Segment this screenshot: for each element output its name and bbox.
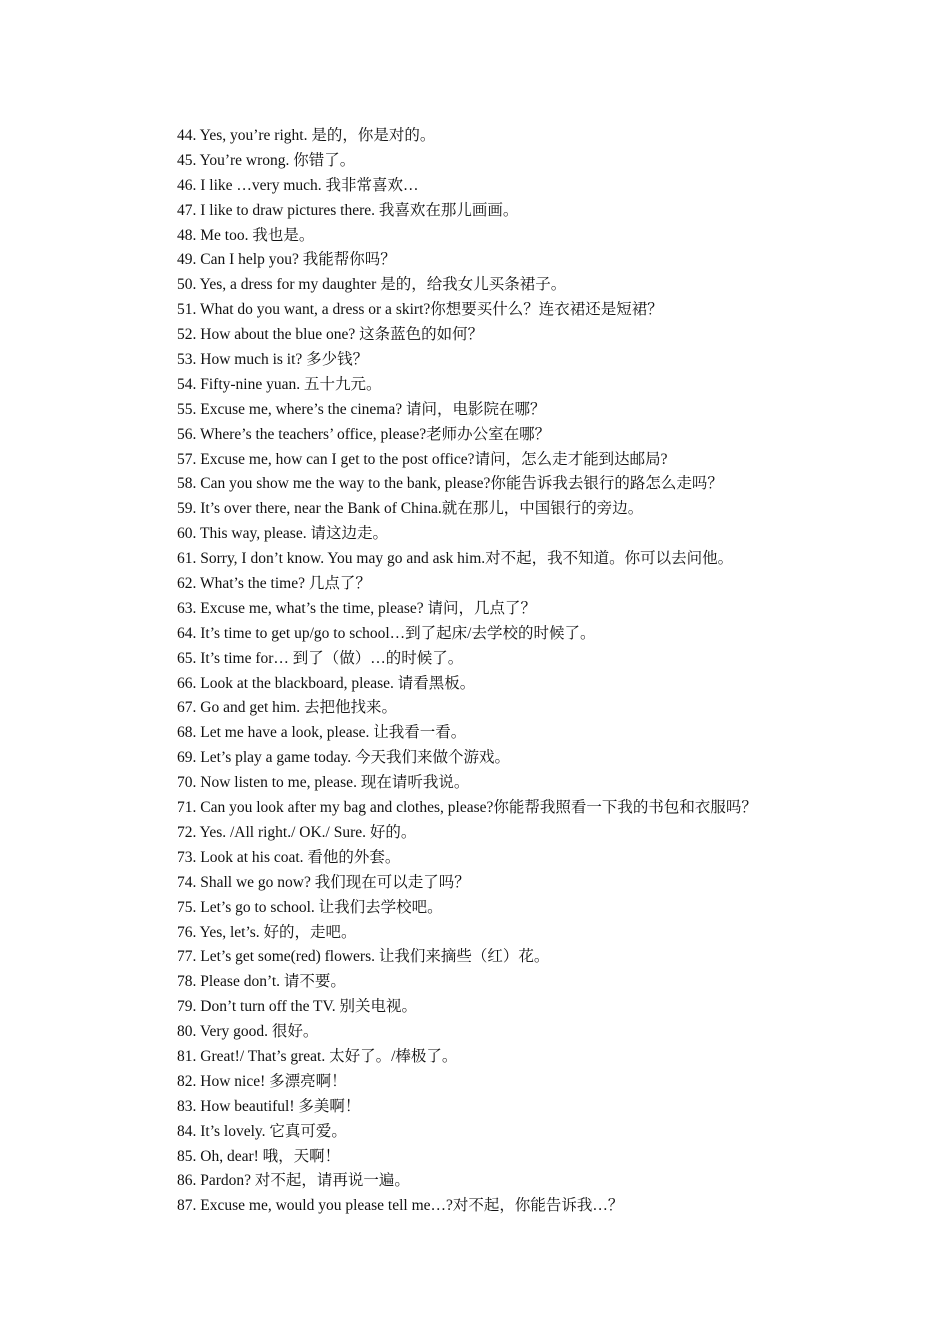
phrase-line: 79. Don’t turn off the TV. 别关电视。 (177, 998, 417, 1016)
phrase-line: 53. How much is it? 多少钱？ (177, 351, 369, 369)
phrase-line: 57. Excuse me, how can I get to the post office?请问，怎么走才能到达邮局? (177, 450, 668, 468)
phrase-line: 59. It’s over there, near the Bank of China.就在那儿，中国银行的旁边。 (177, 500, 644, 518)
phrase-line: 76. Yes, let’s. 好的，走吧。 (177, 923, 357, 941)
phrase-line: 51. What do you want, a dress or a skirt?你想要买什么？连衣裙还是短裙？ (177, 301, 663, 319)
phrase-line: 60. This way, please. 请这边走。 (177, 525, 388, 543)
phrase-line: 54. Fifty-nine yuan. 五十九元。 (177, 375, 382, 393)
phrase-line: 71. Can you look after my bag and clothes, please?你能帮我照看一下我的书包和衣服吗？ (177, 799, 757, 817)
phrase-line: 58. Can you show me the way to the bank, please?你能告诉我去银行的路怎么走吗？ (177, 475, 723, 493)
phrase-line: 68. Let me have a look, please. 让我看一看。 (177, 724, 467, 742)
phrase-line: 67. Go and get him. 去把他找来。 (177, 699, 397, 717)
phrase-line: 66. Look at the blackboard, please. 请看黑板。 (177, 674, 476, 692)
phrase-line: 85. Oh, dear! 哦，天啊！ (177, 1147, 341, 1165)
phrase-line: 73. Look at his coat. 看他的外套。 (177, 848, 401, 866)
phrase-line: 52. How about the blue one? 这条蓝色的如何？ (177, 326, 484, 344)
phrase-line: 49. Can I help you? 我能帮你吗？ (177, 251, 396, 269)
phrase-line: 78. Please don’t. 请不要。 (177, 973, 346, 991)
phrase-line: 55. Excuse me, where’s the cinema? 请问，电影院在哪？ (177, 400, 546, 418)
phrase-line: 87. Excuse me, would you please tell me…?对不起，你能告诉我…？ (177, 1197, 624, 1215)
phrase-line: 61. Sorry, I don’t know. You may go and ask him.对不起，我不知道。你可以去问他。 (177, 550, 734, 568)
phrase-line: 69. Let’s play a game today. 今天我们来做个游戏。 (177, 749, 511, 767)
phrase-line: 46. I like …very much. 我非常喜欢… (177, 176, 419, 194)
phrase-line: 48. Me too. 我也是。 (177, 226, 315, 244)
phrase-line: 82. How nice! 多漂亮啊！ (177, 1072, 347, 1090)
phrase-list (177, 124, 917, 1219)
phrase-line: 80. Very good. 很好。 (177, 1023, 319, 1041)
phrase-line: 74. Shall we go now? 我们现在可以走了吗？ (177, 873, 470, 891)
phrase-line: 44. Yes, you’re right. 是的，你是对的。 (177, 127, 436, 144)
phrase-line: 65. It’s time for… 到了（做）…的时候了。 (177, 649, 464, 667)
phrase-line: 75. Let’s go to school. 让我们去学校吧。 (177, 898, 443, 916)
phrase-line: 45. You’re wrong. 你错了。 (177, 151, 356, 169)
phrase-line: 81. Great!/ That’s great. 太好了。/棒极了。 (177, 1047, 458, 1065)
phrase-line: 63. Excuse me, what’s the time, please? 请问，几点了？ (177, 599, 537, 617)
phrase-line: 84. It’s lovely. 它真可爱。 (177, 1122, 347, 1140)
phrase-line: 50. Yes, a dress for my daughter 是的，给我女儿买条裙子。 (177, 276, 567, 294)
phrase-line: 64. It’s time to get up/go to school…到了起床/去学校的时候了。 (177, 624, 596, 642)
phrase-line: 70. Now listen to me, please. 现在请听我说。 (177, 774, 470, 792)
phrase-line: 72. Yes. /All right./ OK./ Sure. 好的。 (177, 823, 417, 841)
phrase-line: 47. I like to draw pictures there. 我喜欢在那儿画画。 (177, 201, 519, 219)
phrase-line: 83. How beautiful! 多美啊！ (177, 1097, 361, 1115)
phrase-line: 62. What’s the time? 几点了？ (177, 575, 371, 593)
phrase-line: 86. Pardon? 对不起，请再说一遍。 (177, 1172, 410, 1190)
phrase-line: 77. Let’s get some(red) flowers. 让我们来摘些（红）花。 (177, 948, 550, 966)
phrase-line: 56. Where’s the teachers’ office, please?老师办公室在哪？ (177, 425, 551, 443)
